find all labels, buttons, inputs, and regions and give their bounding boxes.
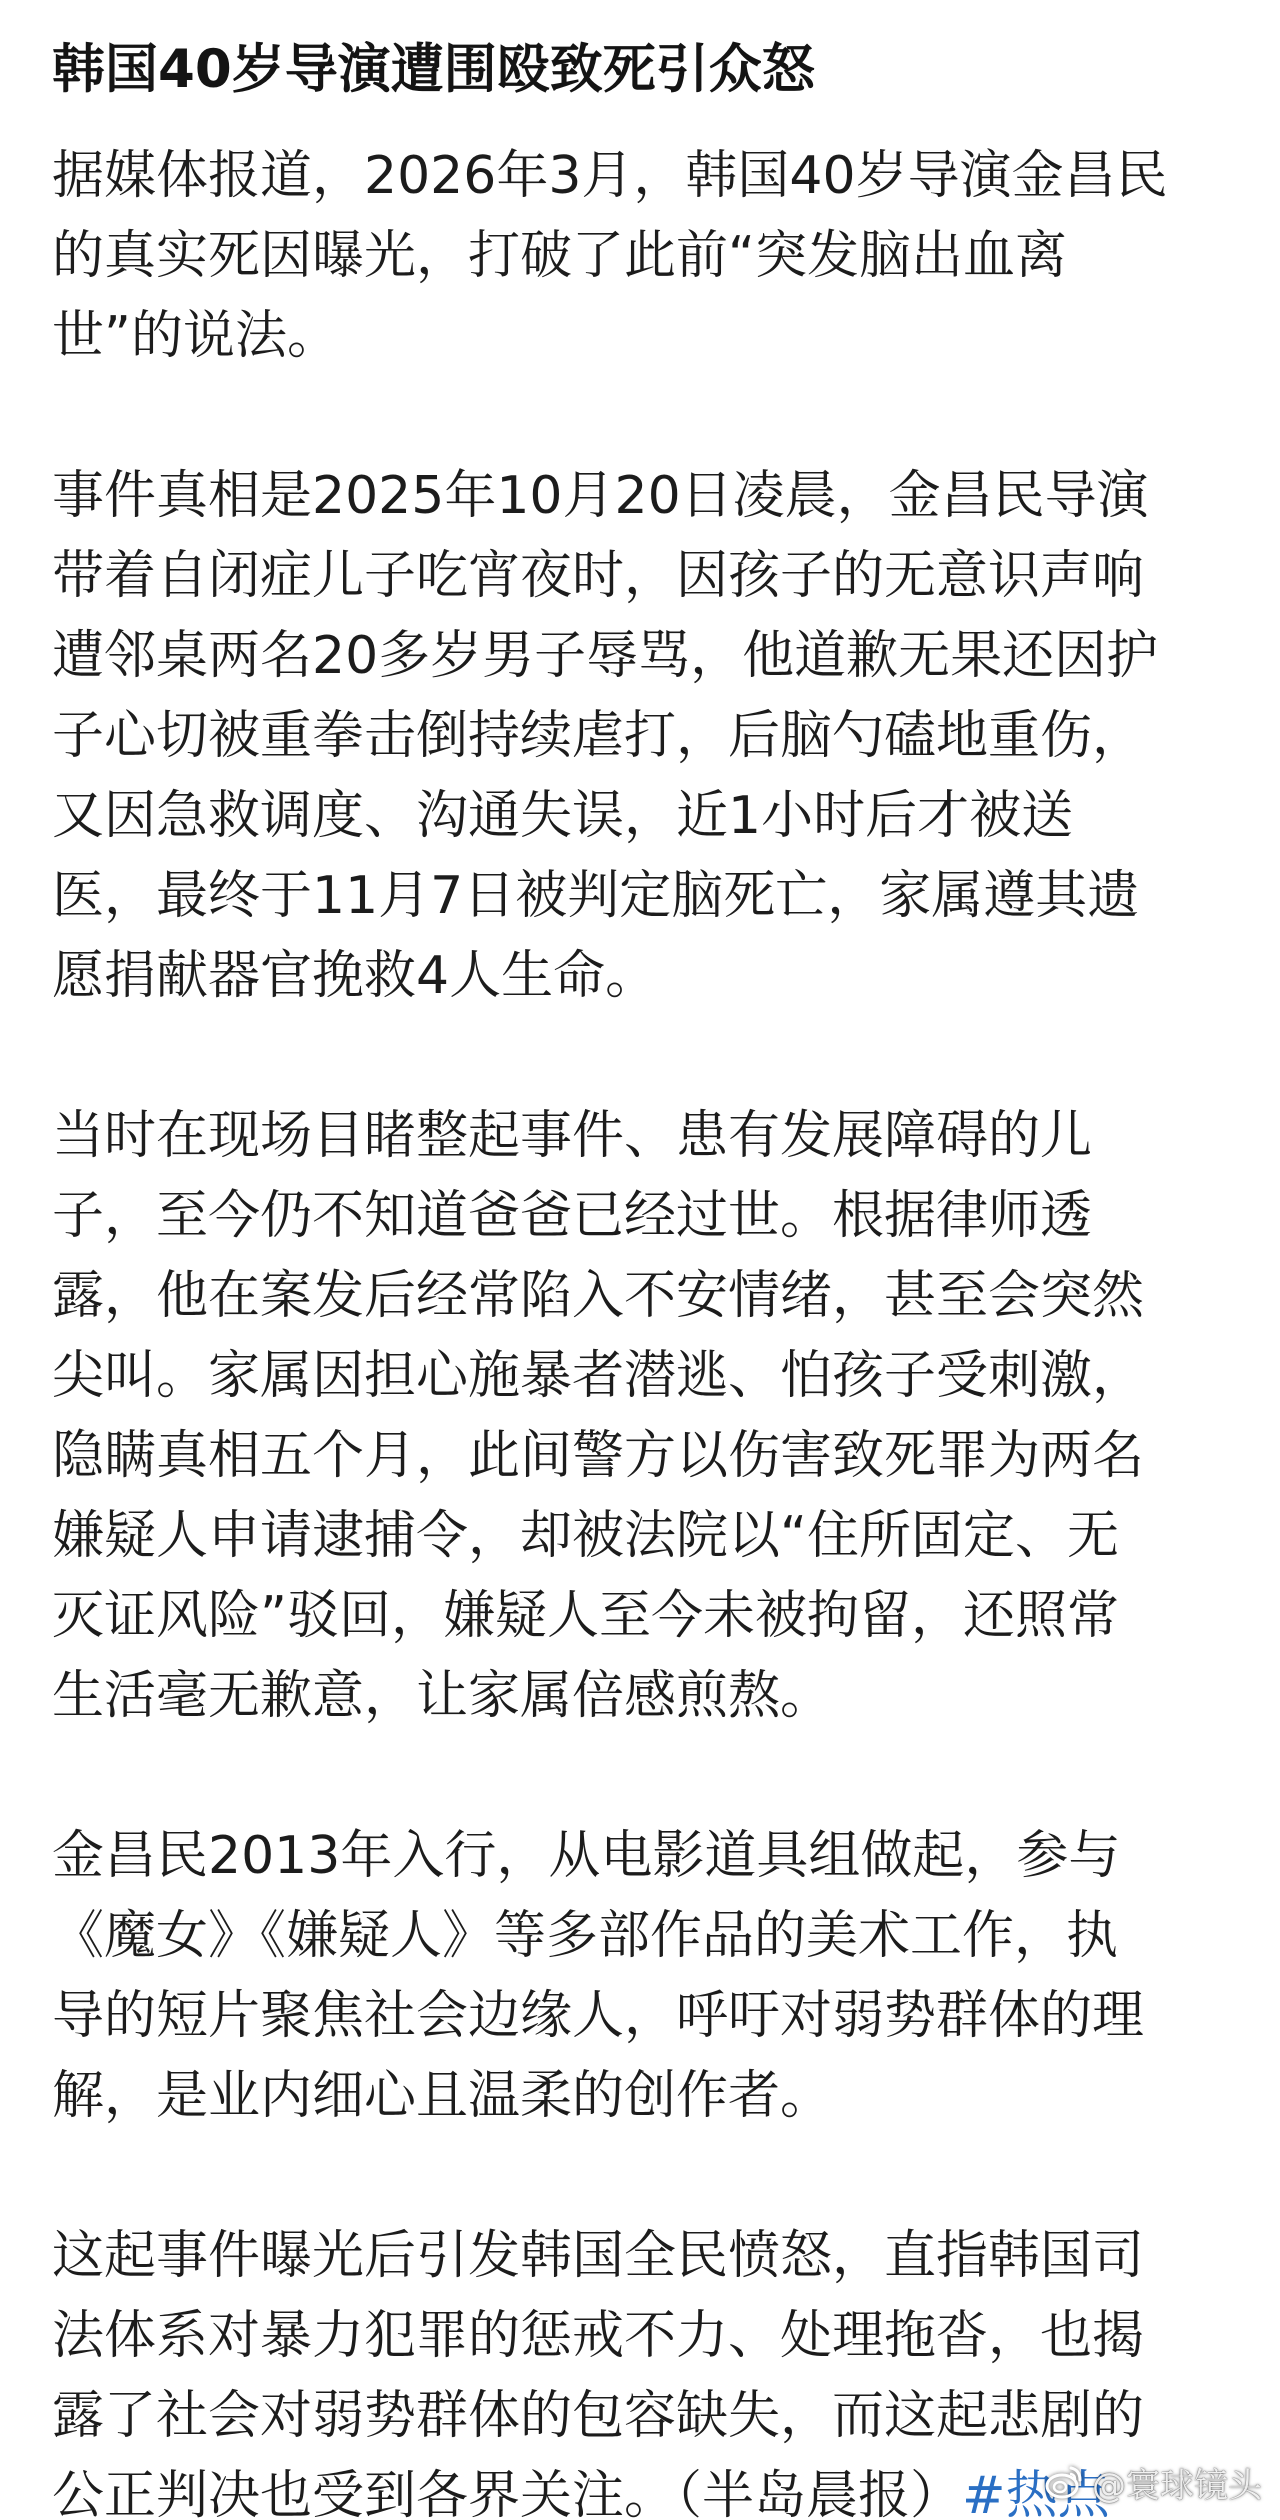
text-line: 带着自闭症儿子吃宵夜时，因孩子的无意识声响	[52, 546, 1145, 606]
text-line: 灭证风险”驳回，嫌疑人至今未被拘留，还照常	[52, 1586, 1119, 1646]
article-title: 韩国40岁导演遭围殴致死引众怒	[52, 39, 815, 100]
text-line: 愿捐献器官挽救4人生命。	[52, 946, 658, 1006]
text-line: 嫌疑人申请逮捕令，却被法院以“住所固定、无	[52, 1506, 1119, 1566]
paragraph-1	[52, 136, 1232, 376]
text-line: 这起事件曝光后引发韩国全民愤怒，直指韩国司	[52, 2226, 1145, 2286]
source-watermark	[1044, 2454, 1262, 2510]
text-line: 法体系对暴力犯罪的惩戒不力、处理拖沓，也揭	[52, 2306, 1145, 2366]
text-line: 世”的说法。	[52, 306, 339, 366]
text-line: 隐瞒真相五个月，此间警方以伤害致死罪为两名	[52, 1426, 1145, 1486]
text-line: 《魔女》《嫌疑人》等多部作品的美术工作，执	[52, 1906, 1119, 1966]
text-line: 金昌民2013年入行，从电影道具组做起，参与	[52, 1826, 1121, 1886]
text-line: 又因急救调度、沟通失误，近1小时后才被送	[52, 786, 1074, 846]
watermark-text: @寰球镜头	[1092, 2465, 1262, 2506]
text-line: 尖叫。家属因担心施暴者潜逃、怕孩子受刺激，	[52, 1346, 1145, 1406]
text-line-content: 公正判决也受到各界关注。（半岛晨报）	[52, 2466, 963, 2520]
paragraph-2	[52, 456, 1232, 1016]
text-line: 子心切被重拳击倒持续虐打，后脑勺磕地重伤，	[52, 706, 1145, 766]
text-line: 医，最终于11月7日被判定脑死亡，家属遵其遗	[52, 866, 1140, 926]
weibo-logo-icon	[1044, 2462, 1084, 2502]
text-line: 解，是业内细心且温柔的创作者。	[52, 2066, 833, 2126]
hashtag-link[interactable]: #热点	[962, 2466, 1110, 2520]
text-line: 露，他在案发后经常陷入不安情绪，甚至会突然	[52, 1266, 1145, 1326]
text-line: 导的短片聚焦社会边缘人，呼吁对弱势群体的理	[52, 1986, 1145, 2046]
text-line: 的真实死因曝光，打破了此前“突发脑出血离	[52, 226, 1067, 286]
text-line: 露了社会对弱势群体的包容缺失，而这起悲剧的	[52, 2386, 1145, 2446]
text-line: 遭邻桌两名20多岁男子辱骂，他道歉无果还因护	[52, 626, 1159, 686]
text-line: 事件真相是2025年10月20日凌晨，金昌民导演	[52, 466, 1149, 526]
text-line: 生活毫无歉意，让家属倍感煎熬。	[52, 1666, 833, 1726]
text-line: 子，至今仍不知道爸爸已经过世。根据律师透	[52, 1186, 1093, 1246]
text-line: 当时在现场目睹整起事件、患有发展障碍的儿	[52, 1106, 1093, 1166]
paragraph-3	[52, 1096, 1232, 1736]
paragraph-4	[52, 1816, 1232, 2136]
text-line: 据媒体报道，2026年3月，韩国40岁导演金昌民	[52, 146, 1168, 206]
